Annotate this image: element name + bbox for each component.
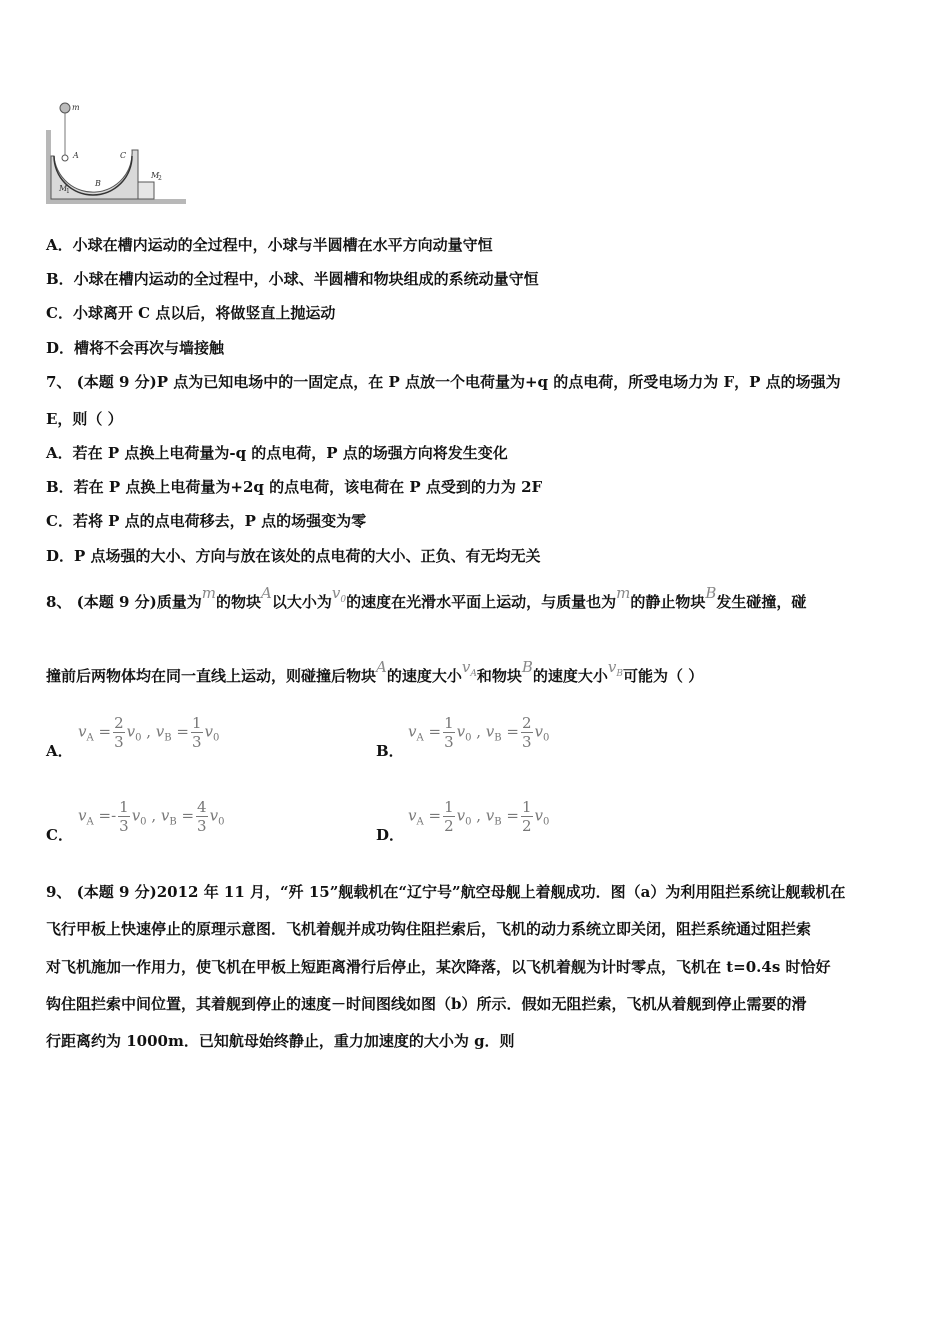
var-b: B xyxy=(521,658,533,676)
frac-den: 3 xyxy=(444,733,454,751)
frac-den: 3 xyxy=(119,817,129,835)
label-a: A xyxy=(73,151,79,160)
frac-den: 2 xyxy=(521,817,532,835)
q8-text: 撞前后两物体均在同一直线上运动，则碰撞后物块 xyxy=(46,667,377,685)
q8-option-c-expr: $v_A$ =- $\frac{1}{3}$ $v_0$ , $v_B$ = $\frac{4}{3}$ $v_0$ xyxy=(78,798,225,835)
frac-num: 1 xyxy=(191,714,202,732)
ball xyxy=(60,103,70,113)
q8-stem-line1 xyxy=(46,584,807,619)
q8-text: 和物块 xyxy=(476,667,522,685)
q6-option-c: C．小球离开 C 点以后，将做竖直上抛运动 xyxy=(46,304,336,322)
label-b: B xyxy=(95,179,101,188)
label-m2-sub: 2 xyxy=(158,175,162,182)
ground xyxy=(46,199,186,204)
var-va: v xyxy=(461,658,471,676)
point-a-marker xyxy=(62,155,68,161)
sign: - xyxy=(111,806,117,825)
q8-option-b-expr: $v_A$ = $\frac{1}{3}$ $v_0$ , $v_B$ = $\frac{2}{3}$ $v_0$ xyxy=(408,714,550,751)
q7-option-d: D．P 点场强的大小、方向与放在该处的点电荷的大小、正负、有无均无关 xyxy=(46,547,541,565)
q8-stem-line2 xyxy=(46,658,704,693)
var-v0: v xyxy=(331,584,341,602)
q8-text: 的静止物块 xyxy=(630,593,706,611)
q8-option-a-expr: $v_A$ = $\frac{2}{3}$ $v_0$ , $v_B$ = $\frac{1}{3}$ $v_0$ xyxy=(78,714,220,751)
frac-num: 1 xyxy=(119,798,129,816)
frac-num: 4 xyxy=(197,798,207,816)
frac-den: 3 xyxy=(197,817,207,835)
frac-num: 1 xyxy=(444,714,454,732)
frac-den: 2 xyxy=(444,817,454,835)
q7-stem-line1: 7、 (本题 9 分)P 点为已知电场中的一固定点，在 P 点放一个电荷量为+q 的点电荷，所受电场力为 F，P 点的场强为 xyxy=(46,373,841,391)
q6-option-b: B．小球在槽内运动的全过程中，小球、半圆槽和物块组成的系统动量守恒 xyxy=(46,270,539,288)
var-a: A xyxy=(376,658,387,676)
q9-line3: 对飞机施加一作用力，使飞机在甲板上短距离滑行后停止，某次降落，以飞机着舰为计时零点，飞机在 t=0.4s 时恰好 xyxy=(46,958,831,976)
label-m1: M xyxy=(59,184,68,193)
q6-option-a: A．小球在槽内运动的全过程中，小球与半圆槽在水平方向动量守恒 xyxy=(46,236,493,254)
label-c: C xyxy=(120,151,127,160)
q9-line5: 行距离约为 1000m．已知航母始终静止，重力加速度的大小为 g．则 xyxy=(46,1032,515,1050)
q8-text: 的速度在光滑水平面上运动，与质量也为 xyxy=(346,593,617,611)
var-a: A xyxy=(261,584,272,602)
q8-text: 发生碰撞，碰 xyxy=(716,593,807,611)
var-b: B xyxy=(705,584,717,602)
frac-num: 1 xyxy=(521,798,532,816)
q8-text: 8、 (本题 9 分)质量为 xyxy=(46,593,202,611)
q9-line2: 飞行甲板上快速停止的原理示意图．飞机着舰并成功钩住阻拦索后，飞机的动力系统立即关闭，阻拦系统通过阻拦索 xyxy=(46,920,812,938)
frac-den: 3 xyxy=(114,733,124,751)
q8-text: 可能为（ ） xyxy=(623,667,704,685)
frac-num: 1 xyxy=(444,798,454,816)
q8-text: 的速度大小 xyxy=(532,667,608,685)
q6-option-d: D．槽将不会再次与墙接触 xyxy=(46,339,225,357)
label-m2: M xyxy=(151,171,160,180)
label-m: m xyxy=(72,103,80,112)
var-vb: v xyxy=(607,658,617,676)
var-v0-sub: 0 xyxy=(340,595,347,605)
label-m1-sub: 1 xyxy=(66,188,70,195)
q7-stem-line2: E，则（ ） xyxy=(46,410,123,428)
var-m: m xyxy=(616,584,631,602)
q8-option-a-label: A． xyxy=(46,742,73,760)
q7-option-c: C．若将 P 点的点电荷移去，P 点的场强变为零 xyxy=(46,512,367,530)
frac-den: 3 xyxy=(521,733,532,751)
var-va-sub: A xyxy=(470,669,477,679)
block-m2 xyxy=(138,182,154,199)
physics-figure xyxy=(40,98,190,208)
wall xyxy=(46,130,51,204)
q9-line4: 钩住阻拦索中间位置，其着舰到停止的速度－时间图线如图（b）所示．假如无阻拦索，飞机从着舰到停止需要的滑 xyxy=(46,995,807,1013)
q7-option-b: B．若在 P 点换上电荷量为+2q 的点电荷，该电荷在 P 点受到的力为 2F xyxy=(46,478,543,496)
trough-diagram xyxy=(40,98,190,208)
q8-option-b-label: B． xyxy=(376,742,404,760)
var-vb-sub: B xyxy=(616,669,624,679)
frac-den: 3 xyxy=(191,733,202,751)
q9-line1: 9、 (本题 9 分)2012 年 11 月，“歼 15”舰载机在“辽宁号”航空母舰上着舰成功．图（a）为利用阻拦系统让舰载机在 xyxy=(46,883,846,901)
q8-text: 的速度大小 xyxy=(386,667,462,685)
q7-option-a: A．若在 P 点换上电荷量为-q 的点电荷，P 点的场强方向将发生变化 xyxy=(46,444,508,462)
q8-option-c-label: C． xyxy=(46,826,73,844)
q8-option-d-expr: $v_A$ = $\frac{1}{2}$ $v_0$ , $v_B$ = $\frac{1}{2}$ $v_0$ xyxy=(408,798,550,835)
q8-text: 的物块 xyxy=(215,593,261,611)
frac-num: 2 xyxy=(114,714,124,732)
q8-text: 以大小为 xyxy=(271,593,332,611)
var-m: m xyxy=(201,584,216,602)
frac-num: 2 xyxy=(521,714,532,732)
q8-option-d-label: D． xyxy=(376,826,405,844)
